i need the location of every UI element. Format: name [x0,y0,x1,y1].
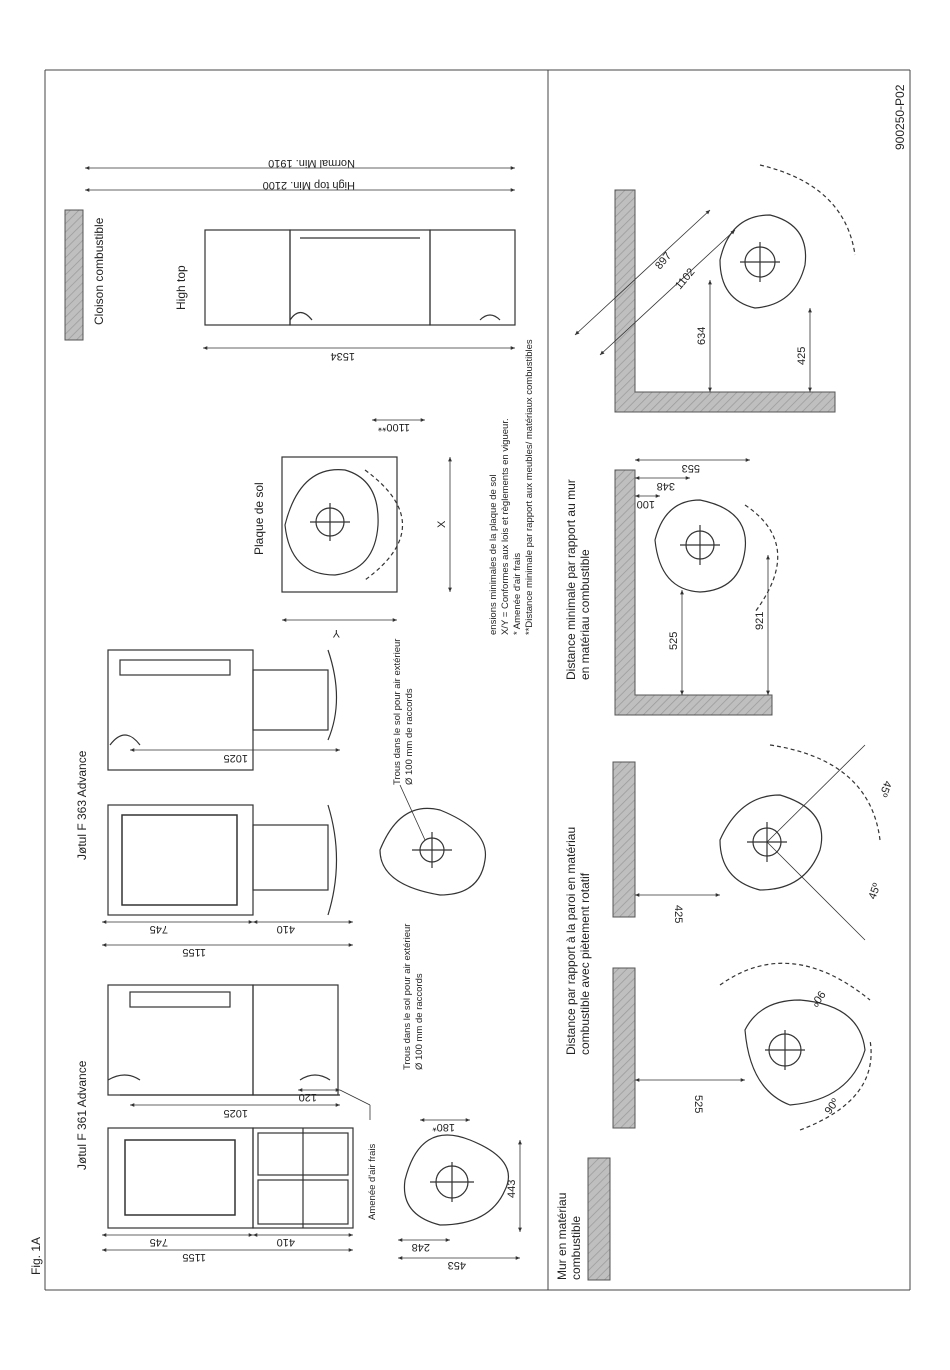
f361-plan-dimensions [398,1120,520,1258]
floor-plate-title: Plaque de sol [252,482,266,555]
page-frame [45,70,910,1290]
corner-example [575,165,855,412]
f361-plan-side: 248 [411,1241,430,1253]
floor-plate-drawing [282,457,403,592]
f361-group [75,924,520,1271]
f361-front-view [108,1128,353,1228]
floor-plate-dim-y: Y [332,627,340,639]
hightop-drawing [205,230,515,325]
f363-title: Jøtul F 363 Advance [75,750,89,860]
f363-group [75,639,485,958]
wall-dim-553: 553 [681,462,700,474]
floor-plate-note-1: ensions minimales de la plaque de sol [488,474,499,635]
f361-plan-depth: 443 [506,1179,518,1198]
f363-dim-lower: 410 [276,923,295,935]
f363-floor-hole-note-1: Trous dans le sol pour air extérieur [392,638,403,785]
f361-plan-offset: 180* [432,1121,455,1133]
wall-distance-title-1: Distance minimale par rapport au mur [564,479,578,680]
wall-label-line-1: Mur en matériau [555,1192,569,1280]
f363-dimensions [102,750,353,945]
corner-dim-897: 897 [653,250,675,272]
floor-plate-dimensions [282,420,450,620]
f361-floor-hole-note-1: Trous dans le sol pour air extérieur [402,923,413,1070]
wall-distance-title-2: en matériau combustible [578,549,592,680]
wall-dim-100: 100 [636,498,655,510]
floor-plate-dim-x: X [436,520,448,528]
hightop-dim-length: 1534 [330,350,355,362]
f361-air-inlet-label: Amenée d'air frais [367,1143,378,1220]
hightop-title: High top [174,265,188,310]
rotating-title-1: Distance par rapport à la paroi en matériau [564,826,578,1055]
f361-plan-width: 453 [447,1259,466,1271]
wall-dim-525: 525 [668,631,680,650]
wall-distance-example [564,460,778,715]
hightop-clearance-high: High top Min. 2100 [262,179,355,191]
f361-dim-lower: 410 [276,1236,295,1248]
f363-front-view [108,805,337,915]
floor-plate-note-2: X/Y = Conformes aux lois et règlements en vigueur. [500,418,511,635]
rotating-angle-90b: 90º [822,1096,842,1117]
combustible-partition-label: Cloison combustible [92,217,106,325]
wall-dim-921: 921 [754,611,766,630]
rotating-90-example [613,963,871,1130]
corner-dim-425: 425 [796,346,808,365]
f361-side-view [108,985,340,1095]
f363-side-view [108,650,337,770]
f361-floor-hole-note-2: Ø 100 mm de raccords [414,973,425,1070]
hightop-group [65,157,515,362]
f363-dim-upper: 745 [149,923,168,935]
f361-dim-upper: 745 [149,1236,168,1248]
rotating-title-2: combustible avec piètement rotatif [578,872,592,1055]
f361-title: Jøtul F 361 Advance [75,1060,89,1170]
floor-plate-dim-1100: 1100** [377,421,410,433]
combustible-partition [65,210,106,340]
hightop-clearance-normal: Normal Min. 1910 [268,157,355,169]
rotating-dim-425: 425 [672,905,684,924]
rotating-angle-90a: 90º [808,988,828,1009]
floor-plate-group [252,339,535,639]
rotating-dim-525: 525 [692,1095,704,1114]
f361-plan-view [404,1135,508,1225]
f361-dim-air: 120 [298,1091,317,1103]
floor-plate-note-3: * Amenée d'air frais [512,552,523,635]
figure-label: Fig. 1A [29,1236,43,1275]
wall-dim-348: 348 [656,480,675,492]
corner-dim-1102: 1102 [673,266,698,292]
f363-dim-depth: 1025 [223,752,248,764]
floor-plate-note-4: **Distance minimale par rapport aux meubles/ matériaux combustibles [524,339,535,635]
f361-dim-total: 1155 [182,1251,206,1263]
wall-label-group [555,1158,610,1280]
document-code: 900250-P02 [893,84,907,150]
f363-dim-total: 1155 [182,946,206,958]
f363-floor-hole-note-2: Ø 100 mm de raccords [404,688,415,785]
wall-label-line-2: combustible [569,1215,583,1280]
f363-plan-view [380,785,485,895]
corner-dim-634: 634 [696,326,708,345]
rotating-angle-45a: 45º [876,778,894,799]
hightop-dimensions [85,168,515,348]
rotating-angle-45b: 45º [866,881,884,902]
f361-dim-depth: 1025 [223,1107,248,1119]
